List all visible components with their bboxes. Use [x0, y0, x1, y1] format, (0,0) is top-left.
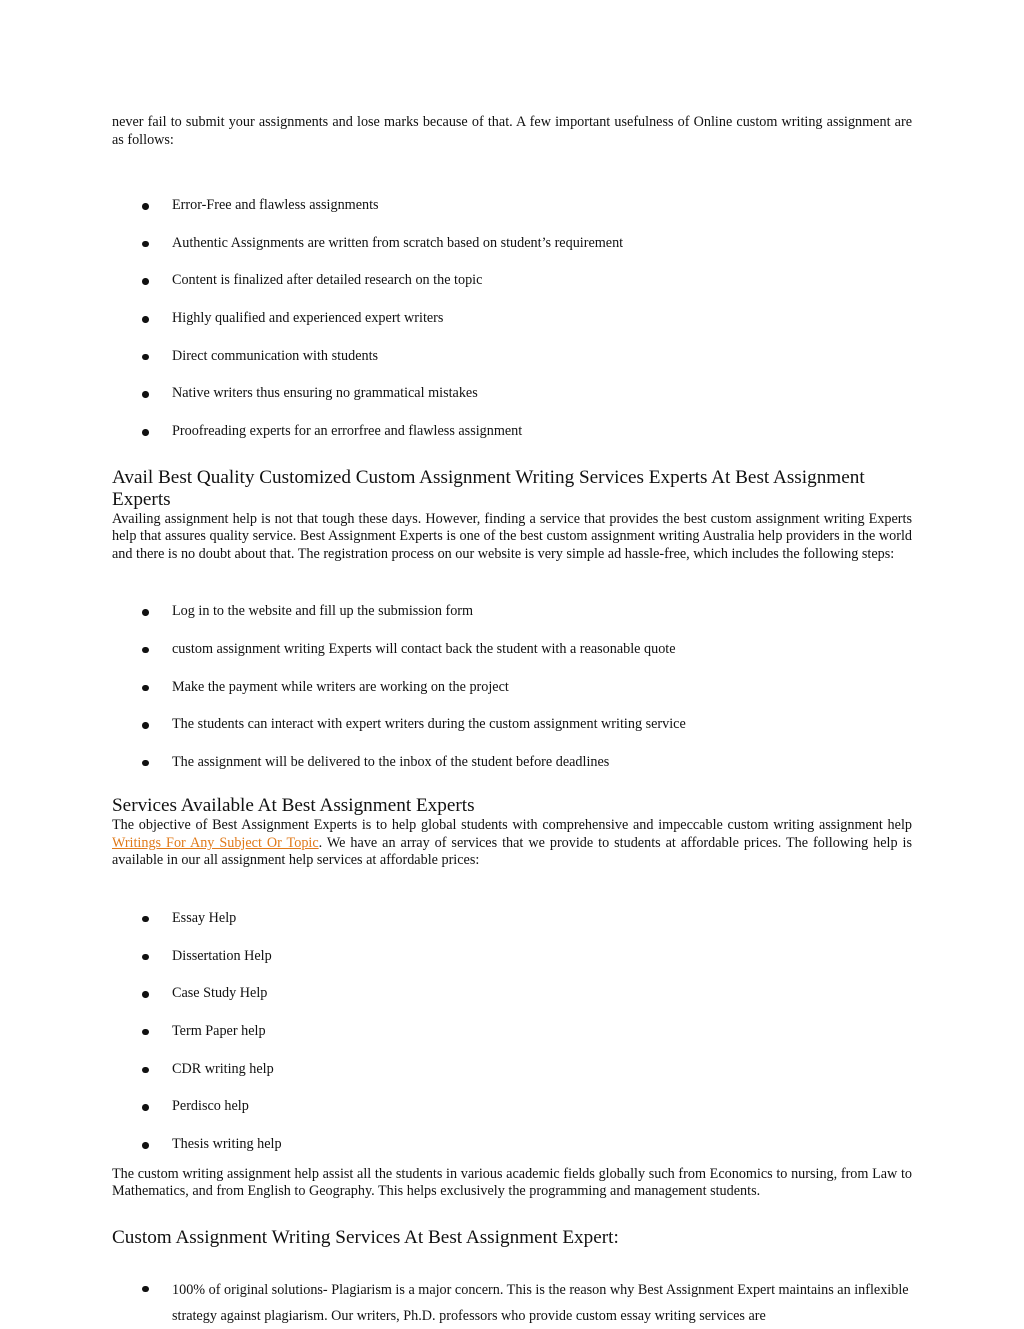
bullet-icon [142, 1104, 149, 1111]
services-list [112, 910, 912, 1154]
list-item: Log in to the website and fill up the submission form [112, 603, 912, 621]
list-item: Case Study Help [112, 985, 912, 1003]
bullet-icon [142, 278, 149, 285]
bullet-icon [142, 954, 149, 961]
list-item: Make the payment while writers are working on the project [112, 679, 912, 697]
writings-any-subject-link[interactable]: Writings For Any Subject Or Topic [112, 834, 319, 851]
list-item: Direct communication with students [112, 348, 912, 366]
bullet-icon [142, 1142, 149, 1149]
list-item: 100% of original solutions- Plagiarism is a major concern. This is the reason why Best Assignment Expert maintains an inflexible strategy against plagiarism. Our writers, Ph.D. professors who provide custom essay writing services are [112, 1277, 912, 1329]
bullet-icon [142, 991, 149, 998]
bullet-icon [142, 647, 149, 654]
registration-steps-list [112, 603, 912, 771]
usefulness-list [112, 197, 912, 441]
bullet-icon [142, 916, 149, 923]
closing-paragraph: The custom writing assignment help assist all the students in various academic fields globally such from Economics to nursing, from Law to Mathematics, and from English to Geography. This helps exclusively the programming and management students. [112, 1165, 912, 1199]
section-heading-best-quality: Avail Best Quality Customized Custom Assignment Writing Services Experts At Best Assignment Experts [112, 466, 865, 510]
bullet-icon [142, 354, 149, 361]
intro-paragraph: never fail to submit your assignments and lose marks because of that. A few important usefulness of Online custom writing assignment are as follows: [112, 114, 912, 148]
list-item: Dissertation Help [112, 948, 912, 966]
list-item: Thesis writing help [112, 1136, 912, 1154]
section-heading-custom-writing: Custom Assignment Writing Services At Best Assignment Expert: [112, 1226, 619, 1248]
section1-paragraph: Availing assignment help is not that tough these days. However, finding a service that provides the best custom assignment writing Experts help that assures quality service. Best Assignment Experts is one of the best custom assignment writing Australia help providers in the world and there is no doubt about that. The registration process on our website is very simple ad hassle-free, which includes the following steps: [112, 510, 912, 562]
list-item: Essay Help [112, 910, 912, 928]
bullet-icon [142, 722, 149, 729]
bullet-icon [142, 203, 149, 210]
bullet-icon [142, 760, 149, 767]
list-item: Authentic Assignments are written from scratch based on student’s requirement [112, 235, 912, 253]
list-item: The assignment will be delivered to the inbox of the student before deadlines [112, 754, 912, 772]
list-item: Proofreading experts for an errorfree and flawless assignment [112, 423, 912, 441]
list-item: Term Paper help [112, 1023, 912, 1041]
document-page [112, 114, 912, 1329]
list-item: custom assignment writing Experts will contact back the student with a reasonable quote [112, 641, 912, 659]
list-item: CDR writing help [112, 1061, 912, 1079]
bullet-icon [142, 1029, 149, 1036]
bullet-icon [142, 429, 149, 436]
list-item: Native writers thus ensuring no grammatical mistakes [112, 385, 912, 403]
bullet-icon [142, 316, 149, 323]
bullet-icon [142, 1286, 149, 1293]
bullet-icon [142, 241, 149, 248]
bullet-icon [142, 685, 149, 692]
bullet-icon [142, 391, 149, 398]
section-heading-services: Services Available At Best Assignment Experts [112, 795, 475, 817]
list-item: Perdisco help [112, 1098, 912, 1116]
section2-paragraph: The objective of Best Assignment Experts is to help global students with comprehensive and impeccable custom writing assignment help Writings For Any Subject Or Topic. We have an array of services that we provide to students at affordable prices. The following help is available in our all assignment help services at affordable prices: [112, 817, 912, 869]
custom-writing-list [112, 1277, 912, 1329]
list-item: The students can interact with expert writers during the custom assignment writing service [112, 716, 912, 734]
list-item: Highly qualified and experienced expert writers [112, 310, 912, 328]
bullet-icon [142, 1067, 149, 1074]
list-item: Content is finalized after detailed research on the topic [112, 272, 912, 290]
list-item: Error-Free and flawless assignments [112, 197, 912, 215]
bullet-icon [142, 609, 149, 616]
